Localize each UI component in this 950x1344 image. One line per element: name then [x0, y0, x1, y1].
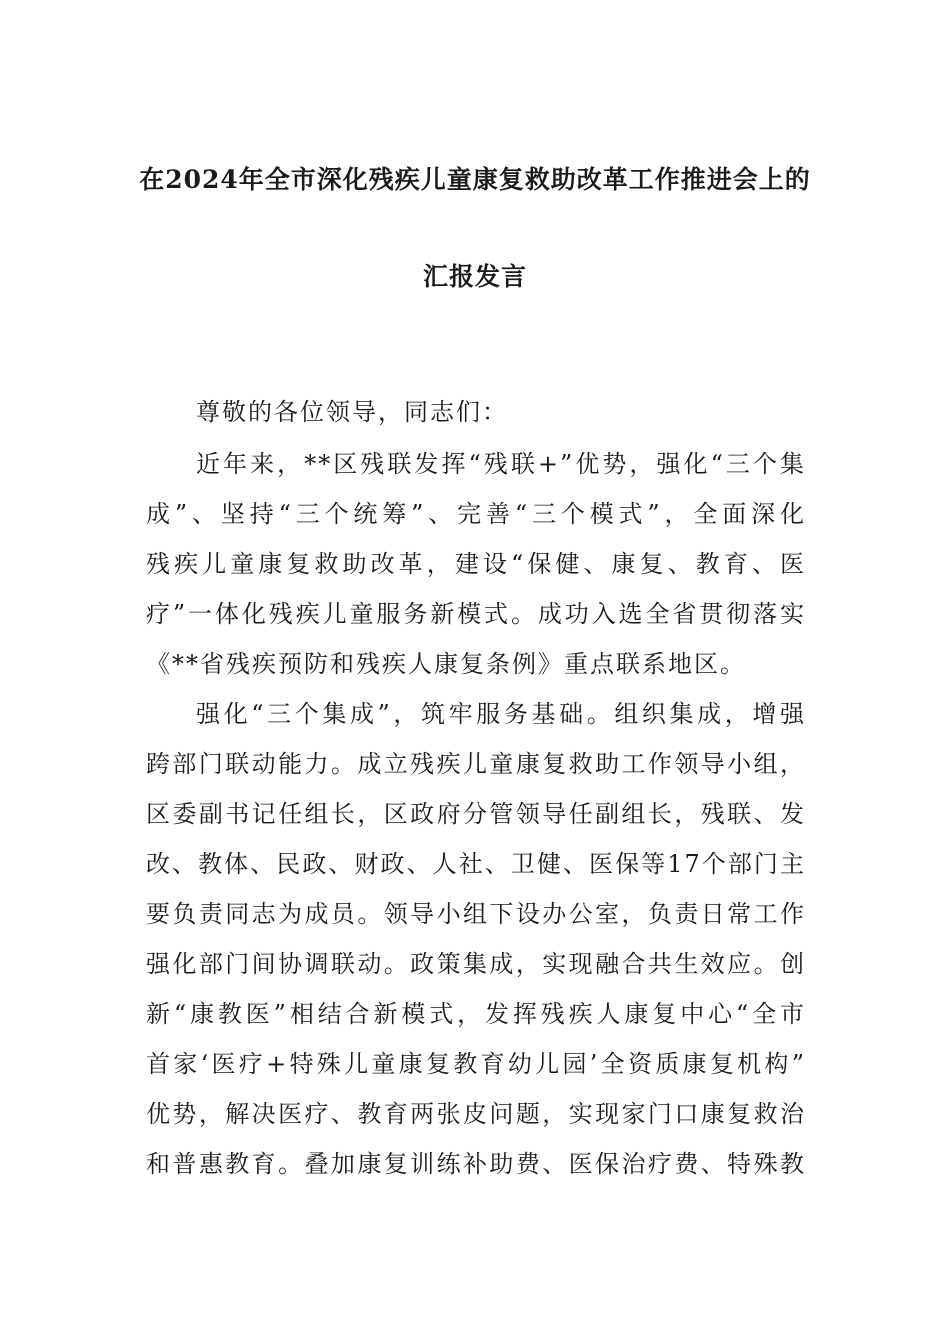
- body-line: 成”、坚持“三个统筹”、完善“三个模式”，全面深化: [146, 500, 806, 528]
- body-line: 新“康教医”相结合新模式，发挥残疾人康复中心“全市: [146, 1000, 806, 1028]
- body-line: 强化部门间协调联动。政策集成，实现融合共生效应。创: [146, 950, 806, 978]
- body-line: 要负责同志为成员。领导小组下设办公室，负责日常工作: [146, 900, 806, 928]
- document-title-line-1: 在2024年全市深化残疾儿童康复救助改革工作推进会上的: [139, 165, 811, 194]
- body-line: 强化“三个集成”，筑牢服务基础。组织集成，增强: [196, 700, 806, 728]
- body-line: 区委副书记任组长，区政府分管领导任副组长，残联、发: [146, 800, 806, 828]
- body-line: 残疾儿童康复救助改革，建设“保健、康复、教育、医: [146, 550, 806, 578]
- body-line: 疗”一体化残疾儿童服务新模式。成功入选全省贯彻落实: [146, 600, 806, 628]
- body-line: 跨部门联动能力。成立残疾儿童康复救助工作领导小组，: [146, 750, 806, 778]
- body-line: 和普惠教育。叠加康复训练补助费、医保治疗费、特殊教: [146, 1150, 806, 1178]
- document-title-line-2: 汇报发言: [422, 262, 527, 291]
- body-line: 首家‘医疗+特殊儿童康复教育幼儿园’全资质康复机构”: [146, 1050, 806, 1078]
- body-line: 近年来，**区残联发挥“残联+”优势，强化“三个集: [196, 450, 806, 478]
- body-line: 改、教体、民政、财政、人社、卫健、医保等17个部门主: [146, 850, 806, 878]
- body-line: 优势，解决医疗、教育两张皮问题，实现家门口康复救治: [146, 1100, 806, 1128]
- salutation: 尊敬的各位领导，同志们：: [196, 398, 508, 426]
- body-line: 《**省残疾预防和残疾人康复条例》重点联系地区。: [146, 650, 746, 678]
